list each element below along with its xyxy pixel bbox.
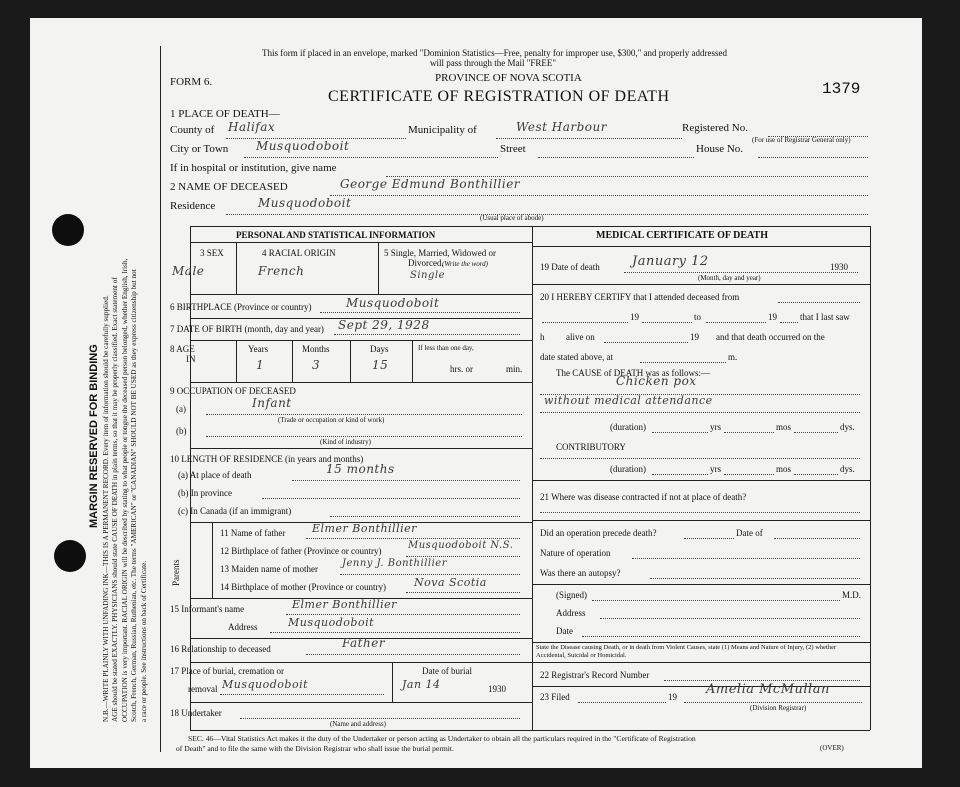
- postal-notice-line2: will pass through the Mail "FREE": [430, 58, 557, 68]
- autopsy-label: Was there an autopsy?: [540, 568, 621, 578]
- parents-label: Parents: [171, 559, 181, 586]
- dys-label-2: dys.: [840, 464, 855, 474]
- mos-label-1: mos: [776, 422, 792, 432]
- duration-label-1: (duration): [610, 422, 646, 432]
- death-date-value: January 12: [632, 254, 709, 269]
- municipality-value: West Harbour: [516, 120, 607, 134]
- father-name-label: 11 Name of father: [220, 528, 286, 538]
- residence-a-label: (a) At place of death: [178, 470, 252, 480]
- relationship-value: Father: [342, 636, 386, 650]
- county-label: County of: [170, 124, 215, 136]
- sex-label: 3 SEX: [200, 248, 224, 258]
- hrs-label: hrs. or: [450, 364, 473, 374]
- certify-19-c: 19: [690, 332, 699, 342]
- burial-place-label: 17 Place of burial, cremation or: [170, 666, 284, 676]
- city-label: City or Town: [170, 143, 229, 155]
- duration-label-2: (duration): [610, 464, 646, 474]
- informant-label: 15 Informant's name: [170, 604, 245, 614]
- cause-value: Chicken pox: [616, 374, 697, 388]
- yrs-label-2: yrs: [710, 464, 721, 474]
- death-date-note: (Month, day and year): [698, 274, 761, 282]
- contracted-label: 21 Where was disease contracted if not at place of death?: [540, 492, 747, 502]
- certify-h: h: [540, 332, 545, 342]
- municipality-label: Municipality of: [408, 124, 477, 136]
- punch-hole-bottom: [54, 540, 86, 572]
- yrs-label-1: yrs: [710, 422, 721, 432]
- certify-line1: 20 I HEREBY CERTIFY that I attended deceased from: [540, 292, 740, 302]
- death-year: 1930: [830, 262, 848, 272]
- record-number-label: 22 Registrar's Record Number: [540, 670, 650, 680]
- years-value: 1: [256, 358, 265, 372]
- city-value: Musquodoboit: [256, 139, 350, 153]
- binding-margin-label: MARGIN RESERVED FOR BINDING: [88, 344, 100, 528]
- death-date-label: 19 Date of death: [540, 262, 600, 272]
- mother-birthplace-label: 14 Birthplace of mother (Province or country): [220, 582, 386, 592]
- signed-label: (Signed): [556, 590, 587, 600]
- registrar-note: (Division Registrar): [750, 704, 807, 712]
- burial-date-label: Date of burial: [422, 666, 472, 676]
- certify-at: date stated above, at: [540, 352, 613, 362]
- filed-label: 23 Filed: [540, 692, 570, 702]
- dys-label-1: dys.: [840, 422, 855, 432]
- hospital-label: If in hospital or institution, give name: [170, 162, 337, 174]
- length-residence-label: 10 LENGTH OF RESIDENCE (in years and months): [170, 454, 364, 464]
- birthplace-label: 6 BIRTHPLACE (Province or country): [170, 302, 312, 312]
- physician-date-label: Date: [556, 626, 573, 636]
- margin-instructions: N.B.—WRITE PLAINLY WITH UNFADING INK—THIS IS A PERMANENT RECORD. Every item of information should be carefully supplied. AGE should be stated EXACTLY. PHYSICIANS should state CAUSE OF DEATH in plain terms, so that it may be properly classified. Exact statement of OCCUPATION is very important. RACIAL ORIGIN will be described by stating to what people or tongue the deceased person belonged, whether English, Irish, Scotch, French, German, Russian, Ruthenian, etc. The terms "AMERICAN" or "CANADIAN" SHOULD NOT BE USED as they express citizenship but not a race or people. See instructions on back of Certificate.: [102, 258, 148, 722]
- punch-hole-top: [52, 214, 84, 246]
- mother-name-value: Jenny J. Bonthillier: [342, 558, 447, 569]
- burial-year: 1930: [488, 684, 506, 694]
- certify-19-a: 19: [630, 312, 639, 322]
- filed-year: 19: [668, 692, 677, 702]
- undertaker-note: (Name and address): [330, 720, 386, 728]
- deceased-name-label: 2 NAME OF DECEASED: [170, 181, 288, 193]
- registrar-signature: Amelia McMullan: [706, 682, 830, 697]
- personal-heading: PERSONAL AND STATISTICAL INFORMATION: [236, 230, 436, 240]
- postal-notice-line1: This form if placed in an envelope, marked "Dominion Statistics—Free, penalty for improper use, $300," and properly addressed: [262, 48, 727, 58]
- occupation-b-marker: (b): [176, 426, 187, 436]
- days-value: 15: [372, 358, 389, 372]
- dob-label: 7 DATE OF BIRTH (month, day and year): [170, 324, 324, 334]
- undertaker-label: 18 Undertaker: [170, 708, 222, 718]
- informant-address-label: Address: [228, 622, 258, 632]
- marital-note: (Write the word): [442, 260, 489, 268]
- md-label: M.D.: [842, 590, 862, 600]
- burial-date-value: Jan 14: [402, 678, 441, 691]
- birthplace-value: Musquodoboit: [346, 296, 440, 310]
- registered-no-note: (For use of Registrar General only): [752, 136, 851, 144]
- province-heading: PROVINCE OF NOVA SCOTIA: [435, 72, 582, 84]
- informant-address-value: Musquodoboit: [288, 616, 375, 629]
- occupation-a-value: Infant: [252, 396, 292, 410]
- years-label: Years: [248, 344, 269, 354]
- operation-label: Did an operation precede death?: [540, 528, 657, 538]
- certify-m: m.: [728, 352, 738, 362]
- marital-label: 5 Single, Married, Widowed or: [384, 248, 496, 258]
- certificate-sheet: [30, 18, 922, 768]
- cause-label: The CAUSE of DEATH was as follows:—: [556, 368, 710, 378]
- residence-label: Residence: [170, 200, 216, 212]
- registered-no-label: Registered No.: [682, 122, 748, 134]
- certify-19-b: 19: [768, 312, 777, 322]
- father-birthplace-label: 12 Birthplace of father (Province or country): [220, 546, 382, 556]
- father-birthplace-value: Musquodoboit N.S.: [408, 540, 514, 551]
- certificate-number: 1379: [822, 80, 861, 98]
- over-label: (OVER): [820, 744, 844, 752]
- sec46-line1: SEC. 46—Vital Statistics Act makes it the duty of the Undertaker or person acting as Undertaker to obtain all the particulars required in the "Certificate of Registration: [188, 734, 696, 743]
- age-label: 8 AGE: [170, 344, 195, 354]
- cause-value-2: without medical attendance: [544, 394, 713, 407]
- certify-last-saw: that I last saw: [800, 312, 850, 322]
- residence-note: (Usual place of abode): [480, 214, 544, 222]
- marital-value: Single: [410, 270, 446, 281]
- physician-address-label: Address: [556, 608, 586, 618]
- mos-label-2: mos: [776, 464, 792, 474]
- less-than-day-label: If less than one day,: [418, 344, 474, 352]
- residence-value: Musquodoboit: [258, 196, 352, 210]
- place-section-label: 1 PLACE OF DEATH—: [170, 108, 280, 120]
- dob-value: Sept 29, 1928: [338, 318, 430, 332]
- deceased-name-value: George Edmund Bonthillier: [340, 177, 521, 191]
- street-label: Street: [500, 143, 526, 155]
- days-label: Days: [370, 344, 389, 354]
- sec46-line2: of Death" and to file the same with the Division Registrar who shall issue the burial permit.: [176, 744, 454, 753]
- form-number: FORM 6.: [170, 76, 213, 88]
- certify-alive-on: alive on: [566, 332, 595, 342]
- mother-birthplace-value: Nova Scotia: [414, 576, 487, 589]
- occupation-label: 9 OCCUPATION OF DECEASED: [170, 386, 296, 396]
- mother-name-label: 13 Maiden name of mother: [220, 564, 318, 574]
- medical-heading: MEDICAL CERTIFICATE OF DEATH: [596, 230, 768, 241]
- operation-date-label: Date of: [736, 528, 763, 538]
- contributory-label: CONTRIBUTORY: [556, 442, 626, 452]
- relationship-label: 16 Relationship to deceased: [170, 644, 271, 654]
- occupation-a-note: (Trade or occupation or kind of work): [278, 416, 385, 424]
- racial-origin-value: French: [258, 264, 305, 278]
- certify-to: to: [694, 312, 702, 322]
- sex-value: Male: [172, 264, 205, 278]
- marital-label-2: Divorced.: [408, 258, 444, 268]
- operation-nature-label: Nature of operation: [540, 548, 611, 558]
- county-value: Halifax: [228, 120, 276, 134]
- house-no-label: House No.: [696, 143, 744, 155]
- residence-c-label: (c) In Canada (if an immigrant): [178, 506, 292, 516]
- racial-origin-label: 4 RACIAL ORIGIN: [262, 248, 336, 258]
- residence-b-label: (b) In province: [178, 488, 232, 498]
- residence-a-value: 15 months: [326, 462, 395, 476]
- informant-value: Elmer Bonthillier: [292, 598, 397, 611]
- violent-causes-note: State the Disease causing Death, or in death from Violent Causes, state (1) Means and Nature of Injury, (2) whether Accidental, Suicidal or Homicidal.: [536, 644, 837, 659]
- certificate-title: CERTIFICATE OF REGISTRATION OF DEATH: [328, 88, 670, 105]
- months-label: Months: [302, 344, 330, 354]
- father-name-value: Elmer Bonthillier: [312, 522, 417, 535]
- burial-removal-label: removal: [188, 684, 218, 694]
- age-label-in: IN: [186, 354, 196, 364]
- certify-death-occurred: and that death occurred on the: [716, 332, 825, 342]
- min-label: min.: [506, 364, 523, 374]
- occupation-b-note: (Kind of industry): [320, 438, 371, 446]
- occupation-a-marker: (a): [176, 404, 186, 414]
- months-value: 3: [312, 358, 321, 372]
- burial-place-value: Musquodoboit: [222, 678, 309, 691]
